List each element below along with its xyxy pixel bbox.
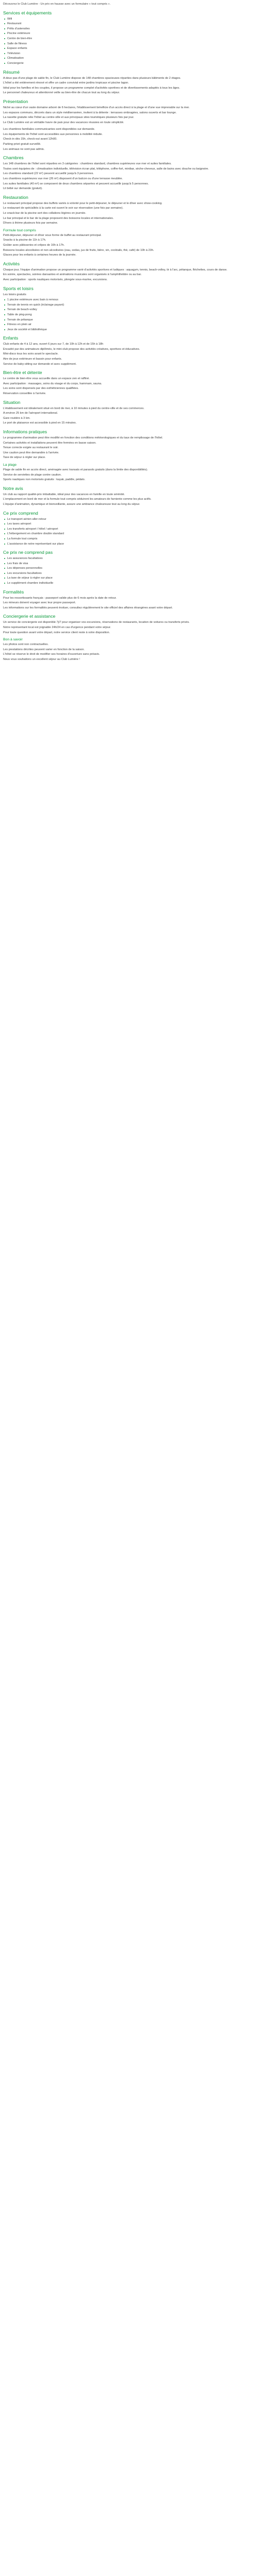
services-list bbox=[3, 17, 255, 66]
bienetre-heading: Bien-être et détente bbox=[3, 370, 42, 376]
ce-prix-heading: Ce prix comprend bbox=[3, 510, 38, 516]
presentation-paragraph: Le Club Lumière est un véritable havre de paix pour des vacances réussies en toute simplicité. bbox=[3, 121, 124, 124]
formule-paragraph: Glaces pour les enfants à certaines heures de la journée. bbox=[3, 253, 76, 257]
presentation-paragraph: La navette gratuite relie l'hôtel au centre-ville et aux principaux sites touristiques plusieurs fois par jour. bbox=[3, 116, 134, 120]
info-paragraph: Une caution peut être demandée à l'arrivée. bbox=[3, 451, 59, 454]
presentation-paragraph: Parking privé gratuit surveillé. bbox=[3, 143, 41, 146]
chambres-paragraph: Toutes sont équipées de : climatisation individuelle, télévision écran plat, téléphone, coffre-fort, minibar, sèche-cheveux, salle de bains avec douche ou baignoire. bbox=[3, 167, 209, 171]
situation-paragraph: Gare routière à 3 km. bbox=[3, 416, 30, 420]
bienetre-paragraph: Le centre de bien-être vous accueille dans un espace zen et raffiné. bbox=[3, 377, 90, 381]
situation-heading: Situation bbox=[3, 399, 21, 405]
page bbox=[0, 0, 258, 662]
included-item: La formule tout compris bbox=[7, 537, 255, 541]
enfants-paragraph: Service de baby-sitting sur demande et avec supplément. bbox=[3, 362, 77, 366]
plage-paragraph: Sports nautiques non motorisés gratuits : kayak, paddle, pédalo. bbox=[3, 478, 86, 482]
service-item: Restaurant bbox=[7, 22, 255, 26]
restauration-paragraph: Le restaurant principal propose des buffets variés à volonté pour le petit-déjeuner, le déjeuner et le dîner avec show-cooking. bbox=[3, 201, 163, 205]
enfants-heading: Enfants bbox=[3, 335, 19, 341]
chambres-paragraph: Les 148 chambres de l'hôtel sont réparties en 3 catégories : chambres standard, chambres supérieures vue mer et suites familiales. bbox=[3, 162, 172, 166]
chambres-paragraph: Les chambres standard (22 m²) peuvent accueillir jusqu'à 3 personnes. bbox=[3, 172, 94, 176]
info-paragraph: Taxe de séjour à régler sur place. bbox=[3, 456, 46, 460]
formule-paragraph: Boissons locales alcoolisées et non alcoolisées (eau, sodas, jus de fruits, bière, vin, cocktails, thé, café) de 10h à 23h. bbox=[3, 248, 154, 252]
included-item: L'assistance de notre représentant sur place bbox=[7, 542, 255, 547]
plage-paragraph: Service de serviettes de plage contre caution. bbox=[3, 473, 62, 477]
included-item: Le transport aérien aller-retour bbox=[7, 517, 255, 522]
resume-paragraph: Idéal pour les familles et les couples, il propose un programme complet d'activités sportives et de divertissements adaptés à tous les âges. bbox=[3, 86, 180, 90]
services-heading: Services et équipements bbox=[3, 10, 52, 15]
sport-item: Terrain de tennis en quick (éclairage payant) bbox=[7, 303, 255, 308]
info-heading: Informations pratiques bbox=[3, 429, 47, 434]
sport-item: Fitness en plein air bbox=[7, 323, 255, 327]
formalites-paragraph: Pour les ressortissants français : passeport valide plus de 6 mois après la date de retour. bbox=[3, 596, 117, 600]
conciergerie-heading: Conciergerie et assistance bbox=[3, 614, 56, 619]
plage-heading: La plage bbox=[3, 463, 17, 467]
info-paragraph: Le programme d'animation peut être modifié en fonction des conditions météorologiques et du taux de remplissage de l'hôtel. bbox=[3, 436, 163, 439]
conciergerie-paragraph: Notre représentant local est joignable 24h/24 en cas d'urgence pendant votre séjour. bbox=[3, 626, 111, 630]
presentation-paragraph: Check-in dès 15h, check-out avant 12h00. bbox=[3, 138, 57, 141]
situation-paragraph: Le port de plaisance est accessible à pied en 15 minutes. bbox=[3, 421, 77, 425]
sport-item: Terrain de beach-volley bbox=[7, 308, 255, 312]
activites-paragraph: Chaque jour, l'équipe d'animation propose un programme varié d'activités sportives et ludiques : aquagym, tennis, beach-volley, tir à l'arc, pétanque, fléchettes, cours de danse. bbox=[3, 268, 228, 272]
notre-avis-paragraph: Un club au rapport qualité-prix imbattable, idéal pour des vacances en famille en toute sérénité. bbox=[3, 493, 125, 496]
ne-comprend-list bbox=[3, 556, 255, 586]
ce-prix-list bbox=[3, 517, 255, 547]
excluded-item: Les assurances facultatives bbox=[7, 556, 255, 561]
notre-avis-paragraph: L'emplacement en bord de mer et la formule tout compris séduiront les amateurs de farniente comme les plus actifs. bbox=[3, 498, 152, 501]
activites-heading: Activités bbox=[3, 261, 20, 266]
sports-list bbox=[3, 298, 255, 332]
notre-avis-heading: Notre avis bbox=[3, 485, 23, 491]
restauration-paragraph: Dîners à thème plusieurs fois par semaine. bbox=[3, 222, 58, 225]
excluded-item: La taxe de séjour à régler sur place bbox=[7, 576, 255, 581]
resume-paragraph: Le personnel chaleureux et attentionné veille au bien-être de chacun tout au long du séjour. bbox=[3, 91, 120, 95]
service-item: Climatisation bbox=[7, 56, 255, 61]
service-item: Espace enfants bbox=[7, 46, 255, 51]
notes-paragraph: Nous vous souhaitons un excellent séjour au Club Lumière ! bbox=[3, 658, 80, 661]
restauration-paragraph: Le snack-bar de la piscine sert des collations légères en journée. bbox=[3, 212, 86, 215]
presentation-paragraph: Les chambres familiales communicantes sont disponibles sur demande. bbox=[3, 128, 95, 131]
sport-item: Terrain de pétanque bbox=[7, 318, 255, 323]
resume-paragraph: L'hôtel a été entièrement rénové et offre un cadre convivial entre jardins tropicaux et piscine lagon. bbox=[3, 81, 129, 85]
chambres-heading: Chambres bbox=[3, 155, 24, 161]
chambres-paragraph: Les chambres supérieures vue mer (26 m²) disposent d'un balcon ou d'une terrasse meublée. bbox=[3, 177, 123, 181]
bienetre-paragraph: Avec participation : massages, soins du visage et du corps, hammam, sauna. bbox=[3, 382, 102, 385]
resume-heading: Résumé bbox=[3, 69, 20, 75]
chambres-paragraph: Les suites familiales (40 m²) se composent de deux chambres séparées et peuvent accueillir jusqu'à 5 personnes. bbox=[3, 182, 149, 185]
excluded-item: Les excursions facultatives bbox=[7, 571, 255, 576]
restauration-paragraph: Le restaurant de spécialités à la carte est ouvert le soir sur réservation (une fois par semaine). bbox=[3, 207, 123, 210]
service-item: Salle de fitness bbox=[7, 42, 255, 46]
formalites-heading: Formalités bbox=[3, 589, 24, 595]
sports-heading: Sports et loisirs bbox=[3, 285, 34, 291]
formule-paragraph: Snacks à la piscine de 11h à 17h. bbox=[3, 239, 46, 242]
activites-paragraph: En soirée, spectacles, soirées dansantes et animations musicales sont organisés à l'amphithéâtre ou au bar. bbox=[3, 273, 142, 277]
sport-item: Jeux de société et bibliothèque bbox=[7, 328, 255, 332]
presentation-heading: Présentation bbox=[3, 98, 28, 104]
sports-lead: Les loisirs gratuits bbox=[3, 293, 26, 296]
situation-paragraph: L'établissement est idéalement situé en bord de mer, à 10 minutes à pied du centre-ville et de ses commerces. bbox=[3, 406, 144, 410]
situation-paragraph: A environ 25 km de l'aéroport international. bbox=[3, 412, 58, 415]
included-item: Les transferts aéroport / hôtel / aéroport bbox=[7, 527, 255, 532]
formalites-paragraph: Les mineurs doivent voyager avec leur propre passeport. bbox=[3, 601, 76, 605]
sport-item: Table de ping-pong bbox=[7, 313, 255, 317]
conciergerie-paragraph: Un service de conciergerie est disponible 7j/7 pour organiser vos excursions, réservations de restaurants, location de voitures ou transferts privés. bbox=[3, 621, 190, 624]
resume-paragraph: A deux pas d'une plage de sable fin, le Club Lumière dispose de 148 chambres spacieuses réparties dans plusieurs bâtiments de 2 étages. bbox=[3, 76, 181, 80]
enfants-lead: Club enfants de 4 à 12 ans, ouvert 6 jours sur 7, de 10h à 12h et de 15h à 18h bbox=[3, 343, 104, 346]
restauration-heading: Restauration bbox=[3, 194, 28, 200]
notes-paragraph: Les photos sont non contractuelles. bbox=[3, 643, 49, 647]
info-paragraph: Certaines activités et installations peuvent être fermées en basse saison. bbox=[3, 441, 96, 445]
notre-avis-paragraph: L'équipe d'animation, dynamique et bienveillante, assure une ambiance chaleureuse tout au long du séjour. bbox=[3, 502, 140, 506]
enfants-paragraph: Aire de jeux extérieure et bassin pour enfants. bbox=[3, 358, 62, 361]
service-item: Centre de bien-être bbox=[7, 37, 255, 41]
presentation-paragraph: Les animaux ne sont pas admis. bbox=[3, 147, 45, 151]
presentation-paragraph: Niché au cœur d'un vaste domaine arboré de 6 hectares, l'établissement bénéficie d'un accès direct à la plage et d'une vue imprenable sur la mer. bbox=[3, 106, 190, 109]
activites-paragraph: Avec participation : sports nautiques motorisés, plongée sous-marine, excursions. bbox=[3, 278, 108, 281]
presentation-paragraph: Les espaces communs, décorés dans un style méditerranéen, invitent à la détente : terrasses ombragées, salons ouverts et bar lounge. bbox=[3, 111, 177, 114]
service-item: Télévision bbox=[7, 52, 255, 56]
notes-paragraph: Les prestations décrites peuvent varier en fonction de la saison. bbox=[3, 648, 85, 651]
notes-paragraph: L'hôtel se réserve le droit de modifier ses horaires d'ouverture sans préavis. bbox=[3, 653, 100, 656]
included-item: Les taxes aéroport bbox=[7, 522, 255, 527]
bienetre-paragraph: Réservation conseillée à l'arrivée. bbox=[3, 392, 46, 396]
service-item: Prêts d'ustensiles bbox=[7, 27, 255, 31]
excluded-item: Les frais de visa bbox=[7, 562, 255, 566]
excluded-item: Les dépenses personnelles bbox=[7, 566, 255, 571]
restauration-paragraph: Le bar principal et le bar de la plage proposent des boissons locales et internationales. bbox=[3, 216, 114, 220]
excluded-item: Le supplément chambre individuelle bbox=[7, 581, 255, 586]
formule-heading: Formule tout compris bbox=[3, 228, 36, 232]
service-item: Piscine extérieure bbox=[7, 31, 255, 36]
formule-paragraph: Goûter avec pâtisseries et crêpes de 16h à 17h. bbox=[3, 243, 65, 247]
formalites-paragraph: Les informations sur les formalités peuvent évoluer, consultez régulièrement le site officiel des affaires étrangères avant votre départ. bbox=[3, 606, 173, 609]
info-paragraph: Tenue correcte exigée au restaurant le soir. bbox=[3, 446, 59, 450]
enfants-paragraph: Encadré par des animateurs diplômés, le mini-club propose des activités créatives, sportives et éducatives. bbox=[3, 347, 140, 351]
chambres-paragraph: Lit bébé sur demande (gratuit). bbox=[3, 187, 43, 191]
bienetre-paragraph: Les soins sont dispensés par des esthéticiennes qualifiées. bbox=[3, 387, 79, 391]
presentation-paragraph: Les équipements de l'hôtel sont accessibles aux personnes à mobilité réduite. bbox=[3, 132, 103, 136]
formule-paragraph: Petit-déjeuner, déjeuner et dîner sous forme de buffet au restaurant principal. bbox=[3, 233, 102, 237]
included-item: L'hébergement en chambre double standard bbox=[7, 532, 255, 536]
service-item: Wifi bbox=[7, 17, 255, 22]
sport-item: 1 piscine extérieure avec bain à remous bbox=[7, 298, 255, 302]
enfants-paragraph: Mini-disco tous les soirs avant le spectacle. bbox=[3, 352, 59, 356]
conciergerie-paragraph: Pour toute question avant votre départ, notre service client reste à votre disposition. bbox=[3, 631, 110, 634]
notes-heading: Bon à savoir bbox=[3, 638, 23, 642]
intro-text: Découvrez le Club Lumière - Un prix en hausse avec un formulaire « tout compris ». bbox=[3, 3, 110, 6]
plage-paragraph: Plage de sable fin en accès direct, aménagée avec transats et parasols gratuits (dans la limite des disponibilités). bbox=[3, 468, 148, 471]
service-item: Conciergerie bbox=[7, 61, 255, 66]
ne-comprend-heading: Ce prix ne comprend pas bbox=[3, 550, 53, 555]
